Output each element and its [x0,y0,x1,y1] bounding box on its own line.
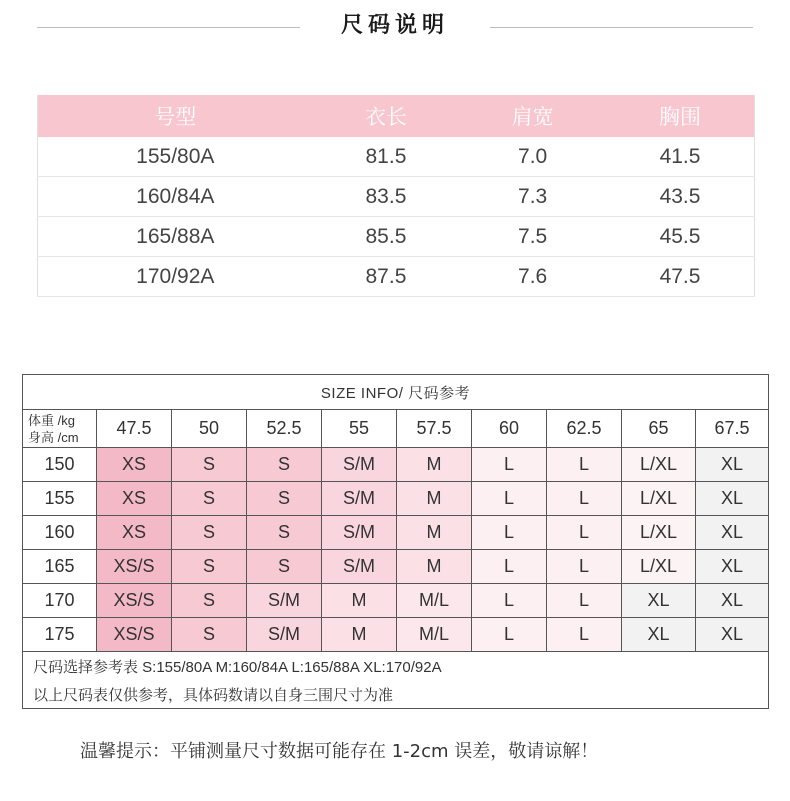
size-cell: S/M [322,516,397,550]
table-row [23,482,769,516]
table-row [38,137,755,177]
table-cell: 7.3 [459,177,606,217]
size-cell: M [322,618,397,652]
table-cell: 43.5 [606,177,755,217]
weight-cell: 60 [472,410,547,448]
size-cell: XL [696,448,769,482]
size-cell: S [172,516,247,550]
table-cell: 81.5 [313,137,460,177]
size-cell: XS/S [97,584,172,618]
size-selection-note: 尺码选择参考表 S:155/80A M:160/84A L:165/88A XL:170/92A [23,652,769,681]
weight-cell: 67.5 [696,410,769,448]
size-cell: XL [696,482,769,516]
size-cell: XL [622,618,696,652]
size-reference-table [22,374,769,709]
table-row [23,618,769,652]
table-cell: 155/80A [38,137,313,177]
size-cell: L [472,618,547,652]
corner-label [23,410,97,448]
size-cell: L/XL [622,448,696,482]
table-cell: 85.5 [313,217,460,257]
table-row [23,516,769,550]
size-cell: XS/S [97,550,172,584]
page-title: 尺码说明 [340,13,449,38]
header-cell: 衣长 [313,95,460,137]
size-table [37,95,755,297]
height-cell: 165 [23,550,97,584]
size-cell: S/M [322,550,397,584]
table-cell: 170/92A [38,257,313,297]
tip-text: 温馨提示：平铺测量尺寸数据可能存在 1-2cm 误差，敬请谅解！ [80,741,599,762]
table-cell: 160/84A [38,177,313,217]
weight-row [23,410,769,448]
size-cell: XL [696,584,769,618]
header-cell: 肩宽 [459,95,606,137]
size-cell: S [247,482,322,516]
height-unit-label: 身高 /cm [28,429,79,445]
size-cell: S/M [247,618,322,652]
header-cell: 胸围 [606,95,755,137]
size-cell: S/M [247,584,322,618]
size-cell: M [397,550,472,584]
size-cell: L [472,550,547,584]
size-cell: L/XL [622,516,696,550]
header-cell: 号型 [38,95,313,137]
weight-cell: 57.5 [397,410,472,448]
size-cell: L [547,584,622,618]
title-rule-left [37,27,300,28]
weight-cell: 50 [172,410,247,448]
table-row [38,257,755,297]
size-cell: M [322,584,397,618]
size-cell: S [172,482,247,516]
size-cell: XS [97,482,172,516]
size-cell: L [547,550,622,584]
size-cell: M/L [397,584,472,618]
table-cell: 165/88A [38,217,313,257]
table-cell: 7.5 [459,217,606,257]
size-cell: L/XL [622,482,696,516]
table-row [38,177,755,217]
size-cell: M [397,482,472,516]
weight-cell: 55 [322,410,397,448]
size-cell: L [547,482,622,516]
disclaimer-note: 以上尺码表仅供参考，具体码数请以自身三围尺寸为准 [23,680,769,709]
reference-table-title: SIZE INFO/ 尺码参考 [23,375,769,410]
table-row [23,584,769,618]
size-cell: XL [696,516,769,550]
table-row [38,217,755,257]
size-cell: S/M [322,482,397,516]
table-row [23,448,769,482]
weight-cell: 62.5 [547,410,622,448]
size-cell: S [247,448,322,482]
size-cell: M/L [397,618,472,652]
size-cell: S [172,550,247,584]
table-cell: 41.5 [606,137,755,177]
size-cell: XL [696,550,769,584]
table-cell: 7.6 [459,257,606,297]
weight-unit-label: 体重 /kg [28,412,75,428]
size-cell: S [172,618,247,652]
size-cell: L [547,516,622,550]
table-cell: 87.5 [313,257,460,297]
size-cell: S [247,550,322,584]
size-cell: M [397,516,472,550]
weight-cell: 65 [622,410,696,448]
size-cell: XS [97,448,172,482]
size-cell: S [172,584,247,618]
size-cell: L [472,516,547,550]
size-cell: XL [696,618,769,652]
size-cell: L [472,482,547,516]
size-cell: XL [622,584,696,618]
height-cell: 170 [23,584,97,618]
weight-cell: 52.5 [247,410,322,448]
size-cell: L [547,448,622,482]
size-cell: XS [97,516,172,550]
size-cell: XS/S [97,618,172,652]
height-cell: 155 [23,482,97,516]
table-cell: 47.5 [606,257,755,297]
table-row [23,550,769,584]
height-cell: 175 [23,618,97,652]
height-cell: 160 [23,516,97,550]
size-cell: L [472,448,547,482]
size-cell: L [547,618,622,652]
size-cell: S [247,516,322,550]
height-cell: 150 [23,448,97,482]
table-cell: 7.0 [459,137,606,177]
weight-cell: 47.5 [97,410,172,448]
table-cell: 83.5 [313,177,460,217]
size-cell: S [172,448,247,482]
size-cell: M [397,448,472,482]
size-cell: L [472,584,547,618]
title-rule-right [490,27,753,28]
size-cell: S/M [322,448,397,482]
size-cell: L/XL [622,550,696,584]
size-table-header [38,95,755,137]
table-cell: 45.5 [606,217,755,257]
